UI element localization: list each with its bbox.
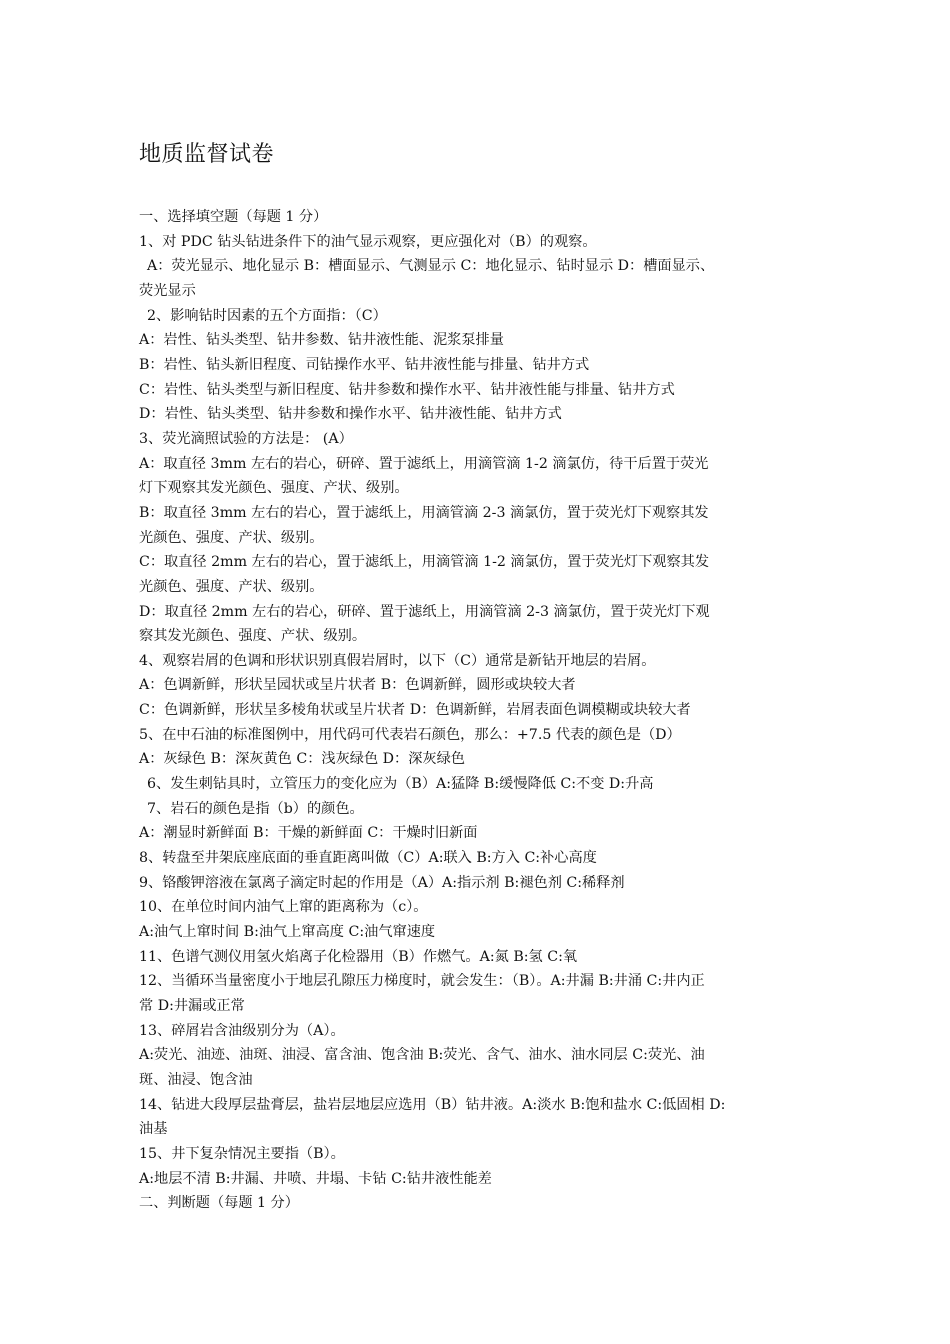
text-line: 14、钻进大段厚层盐膏层，盐岩层地层应选用（B）钻井液。A:淡水 B:饱和盐水 C:低固相 D:	[139, 1096, 726, 1113]
text-line: A：色调新鲜，形状呈园状或呈片状者 B：色调新鲜，圆形或块较大者	[139, 677, 576, 694]
text-line: A:地层不清 B:井漏、井喷、井塌、卡钻 C:钻井液性能差	[139, 1170, 492, 1187]
text-line: 8、转盘至井架底座底面的垂直距离叫做（C）A:联入 B:方入 C:补心高度	[139, 850, 597, 867]
text-line: 斑、油浸、饱含油	[139, 1071, 253, 1088]
text-line: 油基	[139, 1121, 168, 1138]
text-line: 12、当循环当量密度小于地层孔隙压力梯度时，就会发生：（B）。A:井漏 B:井涌 C:井内正	[139, 973, 705, 990]
text-line: 2、影响钻时因素的五个方面指：（C）	[147, 307, 387, 324]
text-line: A:油气上窜时间 B:油气上窜高度 C:油气窜速度	[139, 924, 436, 941]
text-line: 常 D:井漏或正常	[139, 998, 245, 1014]
text-line: 4、观察岩屑的色调和形状识别真假岩屑时，以下（C）通常是新钻开地层的岩屑。	[139, 652, 656, 669]
text-line: 察其发光颜色、强度、产状、级别。	[139, 628, 367, 645]
text-line: B：取直径 3mm 左右的岩心，置于滤纸上，用滴管滴 2-3 滴氯仿，置于荧光灯下观察其发	[139, 504, 709, 521]
text-line: 二、判断题（每题 1 分）	[139, 1195, 299, 1212]
text-line: C：取直径 2mm 左右的岩心，置于滤纸上，用滴管滴 1-2 滴氯仿，置于荧光灯下观察其发	[139, 554, 710, 571]
text-line: 7、岩石的颜色是指（b）的颜色。	[147, 800, 364, 817]
text-line: 15、井下复杂情况主要指（B）。	[139, 1145, 345, 1162]
text-line: 荧光显示	[139, 282, 196, 299]
text-line: 10、在单位时间内油气上窜的距离称为（c）。	[139, 899, 428, 916]
text-line: D：取直径 2mm 左右的岩心，研碎、置于滤纸上，用滴管滴 2-3 滴氯仿，置于荧光灯下观	[139, 603, 710, 620]
text-line: A：潮显时新鲜面 B：干燥的新鲜面 C：干燥时旧新面	[139, 825, 478, 842]
text-line: 光颜色、强度、产状、级别。	[139, 578, 324, 595]
text-line: 灯下观察其发光颜色、强度、产状、级别。	[139, 480, 409, 497]
text-line: 3、荧光滴照试验的方法是： (A）	[139, 430, 353, 447]
text-line: 9、铬酸钾溶液在氯离子滴定时起的作用是（A）A:指示剂 B:褪色剂 C:稀释剂	[139, 874, 625, 891]
text-line: 13、碎屑岩含油级别分为（A）。	[139, 1022, 345, 1039]
document-title: 地质监督试卷	[139, 142, 275, 167]
text-line: D：岩性、钻头类型、钻井参数和操作水平、钻井液性能、钻井方式	[139, 406, 562, 423]
text-line: A：荧光显示、地化显示 B：槽面显示、气测显示 C：地化显示、钻时显示 D：槽面显示、	[147, 258, 715, 275]
text-line: C：色调新鲜，形状呈多棱角状或呈片状者 D：色调新鲜，岩屑表面色调模糊或块较大者	[139, 702, 691, 719]
document-body	[139, 205, 829, 1216]
text-line: 11、色谱气测仪用氢火焰离子化检器用（B）作燃气。A:氮 B:氢 C:氧	[139, 948, 578, 965]
text-line: 6、发生刺钻具时，立管压力的变化应为（B）A:猛降 B:缓慢降低 C:不变 D:升高	[147, 776, 654, 793]
text-line: 5、在中石油的标准图例中，用代码可代表岩石颜色，那么：+7.5 代表的颜色是（D）	[139, 726, 681, 743]
text-line: A:荧光、油迹、油斑、油浸、富含油、饱含油 B:荧光、含气、油水、油水同层 C:荧光、油	[139, 1047, 705, 1064]
text-line: C：岩性、钻头类型与新旧程度、钻井参数和操作水平、钻井液性能与排量、钻井方式	[139, 381, 675, 398]
text-line: A：取直径 3mm 左右的岩心，研碎、置于滤纸上，用滴管滴 1-2 滴氯仿，待干后置于荧光	[139, 455, 709, 472]
text-line: B：岩性、钻头新旧程度、司钻操作水平、钻井液性能与排量、钻井方式	[139, 356, 590, 373]
text-line: 1、对 PDC 钻头钻进条件下的油气显示观察，更应强化对（B）的观察。	[139, 233, 597, 250]
text-line: A：灰绿色 B：深灰黄色 C：浅灰绿色 D：深灰绿色	[139, 751, 465, 768]
text-line: A：岩性、钻头类型、钻井参数、钻井液性能、泥浆泵排量	[139, 332, 504, 349]
text-line: 一、选择填空题（每题 1 分）	[139, 209, 328, 225]
text-line: 光颜色、强度、产状、级别。	[139, 529, 324, 546]
